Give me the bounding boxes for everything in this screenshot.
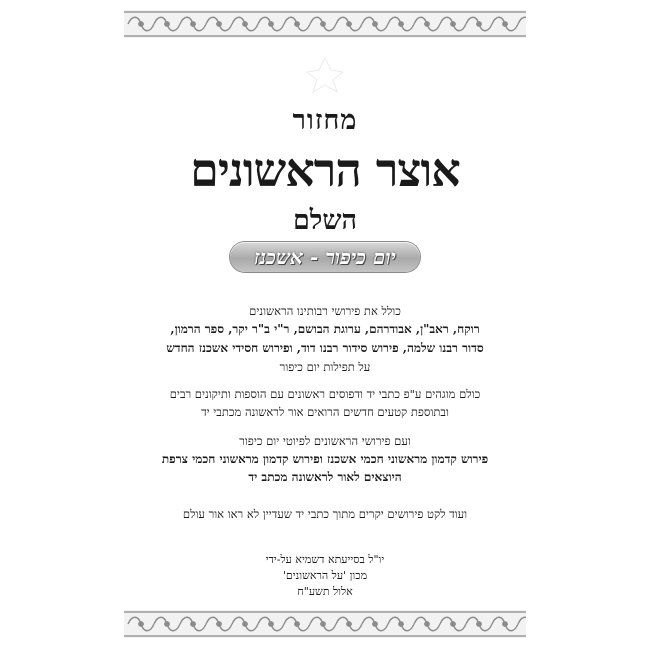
sources-line-1: כולם מוגהים ע"פ כתבי יד ודפוסים ראשונים עם הוספות ותיקונים רבים (169, 387, 481, 401)
sources-line-2: ובתוספת קטעים חדשים הרואים אור לראשונה מכתבי יד (201, 405, 449, 419)
intro-line-4: על תפילות יום כיפור (279, 360, 371, 374)
intro-line-3: סדור רבנו שלמה, פירוש סידור רבנו דוד, ופירוש חסידי אשכנז החדש (166, 341, 484, 355)
edition-badge (230, 242, 420, 272)
intro-line-1: כולל את פירושי רבותינו הראשונים (249, 304, 401, 318)
publisher-line-3: אלול תשע"ח (297, 585, 353, 598)
publisher-line-1: יו"ל בסייעתא דשמיא על-ידי (265, 553, 385, 566)
edition-text: יום כיפור - אשכנז (254, 245, 396, 269)
book-cover (124, 10, 526, 638)
top-ornamental-border (124, 10, 526, 38)
publisher-line-2: מכון 'על הראשונים' (282, 569, 368, 582)
piyutim-line-2: פירוש קדמון מראשוני חכמי אשכנז ופירוש קדמון מראשוני חכמי צרפת (161, 452, 489, 466)
extra-line: ועוד לקט פירושים יקרים מתוך כתבי יד שעדיין לא ראו אור עולם (182, 507, 468, 521)
piyutim-line-3: היוצאים לאור לראשונה מכתב יד (248, 470, 402, 484)
piyutim-line-1: ועם פירושי הראשונים לפיוטי יום כיפור (239, 434, 411, 448)
faint-crest-icon (285, 54, 365, 94)
bottom-ornamental-border (124, 610, 526, 638)
book-subtitle: השלם (292, 205, 358, 236)
book-title: אוצר הראשונים (190, 143, 460, 197)
machzor-label: מחזור (292, 105, 358, 136)
intro-line-2: רוקח, ראב"ן, אבודרהם, ערוגת הבושם, ר"י ב"ר יקר, ספר הרמון, (170, 322, 480, 336)
